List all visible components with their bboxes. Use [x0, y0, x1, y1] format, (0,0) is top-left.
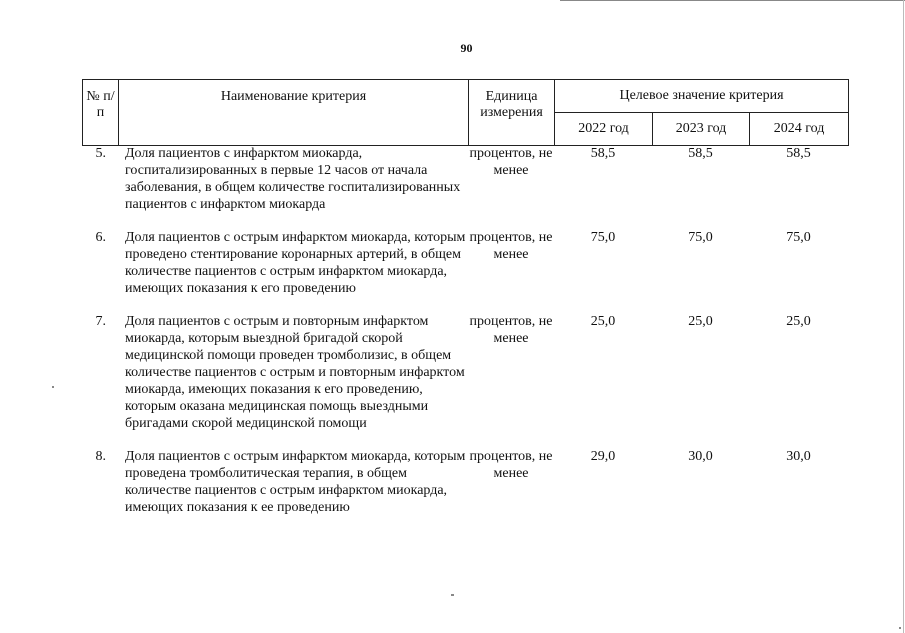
header-year-2022: 2022 год: [555, 113, 653, 146]
table-body: [82, 145, 848, 516]
table-row: [82, 448, 848, 516]
unit-cell: процентов, не менее: [469, 314, 553, 346]
value-2024: 30,0: [786, 449, 811, 464]
row-number: 6.: [95, 230, 106, 245]
criterion-name: Доля пациентов с острым инфарктом миокарда, которым проведена тромболитическая терапия, в общем количестве пациентов с острым инфарктом миокарда, имеющих показания к ее проведению: [125, 449, 466, 515]
criterion-name: Доля пациентов с острым инфарктом миокарда, которым проведено стентирование коронарных артерий, в общем количестве пациентов с острым инфарктом миокарда, имеющих показания к его проведению: [125, 230, 466, 296]
table-header: [82, 79, 849, 146]
scan-speck: [899, 627, 901, 629]
unit-cell: процентов, не менее: [469, 146, 553, 178]
criterion-name: Доля пациентов с острым и повторным инфарктом миокарда, которым выездной бригадой скорой медицинской помощи проведен тромболизис, в общем количестве пациентов с острым и повторным инфарктом миокарда, имеющих показания к его проведению, которым оказана медицинская помощь выездными бригадами скорой медицинской помощи: [125, 314, 465, 431]
value-2023: 58,5: [688, 146, 713, 161]
value-2024: 58,5: [786, 146, 811, 161]
scan-speck: [451, 594, 454, 596]
scan-speck: [52, 386, 54, 388]
table-row: [82, 229, 848, 297]
value-2023: 75,0: [688, 230, 713, 245]
table-row: [82, 313, 848, 432]
value-2024: 25,0: [786, 314, 811, 329]
value-2022: 25,0: [590, 314, 616, 329]
value-2022: 75,0: [590, 230, 616, 245]
criterion-name: Доля пациентов с инфарктом миокарда, госпитализированных в первые 12 часов от начала заболевания, в общем количестве госпитализированных пациентов с инфарктом миокарда: [125, 146, 461, 212]
header-target-value: Целевое значение критерия: [555, 80, 849, 113]
table-row: [82, 145, 848, 213]
header-unit: Единица измерения: [469, 80, 555, 146]
header-number: № п/п: [83, 80, 119, 146]
header-year-2024: 2024 год: [750, 113, 849, 146]
header-year-2023: 2023 год: [653, 113, 750, 146]
row-number: 7.: [95, 314, 106, 329]
header-criterion-name: Наименование критерия: [119, 80, 469, 146]
value-2022: 29,0: [590, 449, 616, 464]
page-number: 90: [460, 41, 473, 55]
unit-cell: процентов, не менее: [469, 230, 553, 262]
row-number: 5.: [95, 146, 106, 161]
unit-cell: процентов, не менее: [469, 449, 553, 481]
row-number: 8.: [95, 449, 106, 464]
value-2022: 58,5: [590, 146, 616, 161]
value-2023: 25,0: [688, 314, 713, 329]
value-2024: 75,0: [786, 230, 811, 245]
scan-edge-line: [560, 0, 905, 1]
scan-edge-line: [903, 0, 904, 633]
value-2023: 30,0: [688, 449, 713, 464]
